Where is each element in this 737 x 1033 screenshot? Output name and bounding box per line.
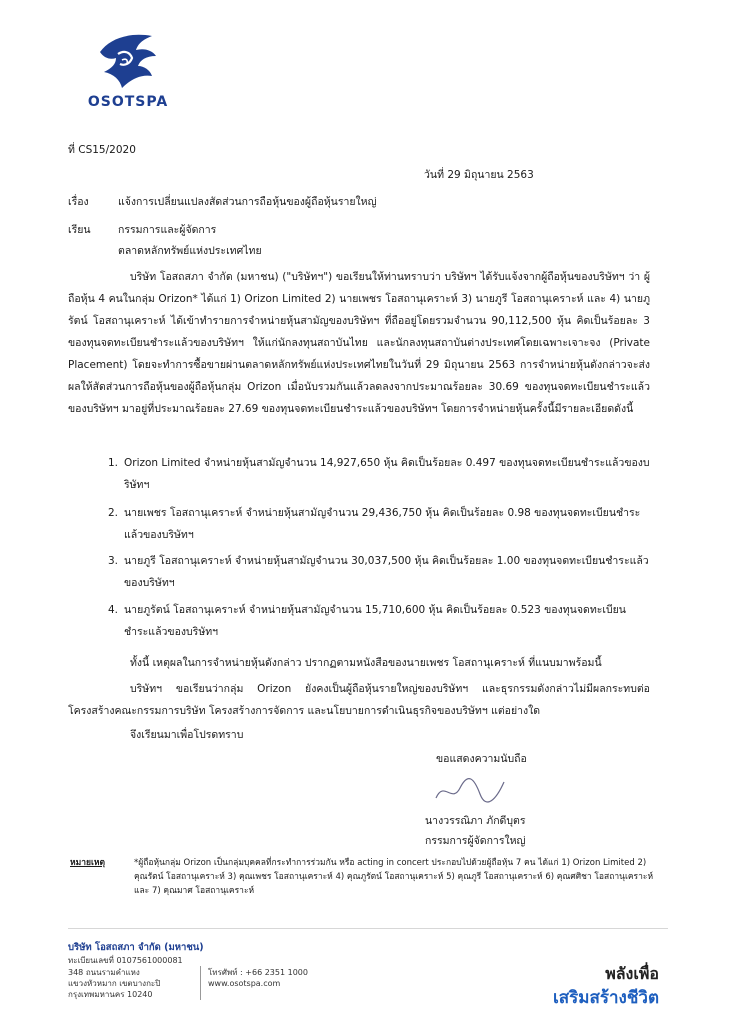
slogan-line-1: พลังเพื่อ (605, 964, 659, 983)
closing-line: จึงเรียนมาเพื่อโปรดทราบ (130, 729, 244, 741)
list-item-number: 4. (108, 604, 119, 616)
recipient-line-1: กรรมการและผู้จัดการ (118, 224, 217, 236)
footer-column-divider (200, 966, 201, 1000)
list-item-text: นายภูรี โอสถานุเคราะห์ จำหน่ายหุ้นสามัญจำนวน 30,037,500 หุ้น คิดเป็นร้อยละ 1.00 ของทุนจดทะเบียนชำระแล้วของบริษัทฯ (124, 555, 649, 589)
list-item-text: นายเพชร โอสถานุเคราะห์ จำหน่ายหุ้นสามัญจำนวน 29,436,750 หุ้น คิดเป็นร้อยละ 0.98 ของทุนจดทะเบียนชำระแล้วของบริษัทฯ (124, 507, 641, 541)
list-item-number: 3. (108, 555, 119, 567)
list-item-number: 2. (108, 507, 119, 519)
footer-website[interactable]: www.osotspa.com (208, 979, 281, 988)
subject-text: แจ้งการเปลี่ยนแปลงสัดส่วนการถือหุ้นของผู้ถือหุ้นรายใหญ่ (118, 196, 377, 208)
signer-title: กรรมการผู้จัดการใหญ่ (425, 835, 526, 847)
reason-paragraph: ทั้งนี้ เหตุผลในการจำหน่ายหุ้นดังกล่าว ปรากฏตามหนังสือของนายเพชร โอสถานุเคราะห์ ที่แนบมาพร้อมนี้ (130, 657, 602, 669)
recipient-label: เรียน (68, 224, 91, 236)
intro-paragraph: บริษัท โอสถสภา จำกัด (มหาชน) ("บริษัทฯ") ขอเรียนให้ท่านทราบว่า บริษัทฯ ได้รับแจ้งจากผู้ถือหุ้นของบริษัทฯ ว่า ผู้ถือหุ้น 4 คนในกลุ่ม Orizon* ได้แก่ 1) Orizon Limited 2) นายเพชร โอสถานุเคราะห์ 3) นายภูรี โอสถานุเคราะห์ และ 4) นายภูรัตน์ โอสถานุเคราะห์ ได้เข้าทำรายการจำหน่ายหุ้นสามัญของบริษัทฯ ที่ถืออยู่โดยรวมจำนวน 90,112,500 หุ้น คิดเป็นร้อยละ 3 ของทุนจดทะเบียนชำระแล้วของบริษัทฯ ให้แก่นักลงทุนสถาบันไทย และนักลงทุนสถาบันต่างประเทศโดยเฉพาะเจาะจง (Private Placement) โดยจะทำการซื้อขายผ่านตลาดหลักทรัพย์แห่งประเทศไทยในวันที่ 29 มิถุนายน 2563 การจำหน่ายหุ้นดังกล่าวจะส่งผลให้สัดส่วนการถือหุ้นของผู้ถือหุ้นกลุ่ม Orizon เมื่อนับรวมกันแล้วลดลงจากประมาณร้อยละ 30.69 ของทุนจดทะเบียนชำระแล้วของบริษัทฯ มาอยู่ที่ประมาณร้อยละ 27.69 ของทุนจดทะเบียนชำระแล้วของบริษัทฯ โดยการจำหน่ายหุ้นครั้งนี้มีรายละเอียดดังนี้ (68, 271, 650, 415)
list-item (108, 452, 650, 496)
signer-name: นางวรรณิภา ภักดีบุตร (425, 815, 526, 827)
winged-lion-emblem-icon (96, 30, 160, 92)
regards-line: ขอแสดงความนับถือ (436, 753, 527, 765)
footer-address-line-1: 348 ถนนรามคำแหง (68, 968, 140, 977)
list-item (108, 550, 650, 594)
footer-registration: ทะเบียนเลขที่ 0107561000081 (68, 956, 183, 965)
list-item-text: นายภูรัตน์ โอสถานุเคราะห์ จำหน่ายหุ้นสามัญจำนวน 15,710,600 หุ้น คิดเป็นร้อยละ 0.523 ของทุนจดทะเบียนชำระแล้วของบริษัทฯ (124, 604, 626, 638)
footer-address-line-3: กรุงเทพมหานคร 10240 (68, 990, 153, 999)
signature (430, 770, 510, 810)
list-item (108, 599, 650, 643)
statement-paragraph: บริษัทฯ ขอเรียนว่ากลุ่ม Orizon ยังคงเป็นผู้ถือหุ้นรายใหญ่ของบริษัทฯ และธุรกรรมดังกล่าวไม่มีผลกระทบต่อโครงสร้างคณะกรรมการบริษัท โครงสร้างการจัดการ และนโยบายการดำเนินธุรกิจของบริษัทฯ แต่อย่างใด (68, 683, 650, 717)
footer-company-name: บริษัท โอสถสภา จำกัด (มหาชน) (68, 942, 204, 953)
list-item-text: Orizon Limited จำหน่ายหุ้นสามัญจำนวน 14,927,650 หุ้น คิดเป็นร้อยละ 0.497 ของทุนจดทะเบียนชำระแล้วของบริษัทฯ (124, 457, 650, 491)
logo-wordmark: OSOTSPA (87, 94, 169, 110)
footer-divider (68, 928, 668, 929)
list-item-number: 1. (108, 457, 119, 469)
recipient-line-2: ตลาดหลักทรัพย์แห่งประเทศไทย (118, 245, 262, 257)
document-date: วันที่ 29 มิถุนายน 2563 (424, 169, 534, 181)
list-item (108, 502, 650, 546)
footer-phone: โทรศัพท์ : +66 2351 1000 (208, 968, 308, 977)
footnote-label: หมายเหตุ (70, 858, 105, 868)
company-logo (78, 30, 178, 110)
document-reference: ที่ CS15/2020 (68, 144, 136, 156)
subject-label: เรื่อง (68, 196, 89, 208)
footnote (70, 856, 660, 898)
slogan-line-2: เสริมสร้างชีวิต (552, 988, 659, 1008)
footer-address-line-2: แขวงหัวหมาก เขตบางกะปิ (68, 979, 161, 988)
footnote-text: *ผู้ถือหุ้นกลุ่ม Orizon เป็นกลุ่มบุคคลที่กระทำการร่วมกัน หรือ acting in concert ประกอบไปด้วยผู้ถือหุ้น 7 คน ได้แก่ 1) Orizon Limited 2) คุณรัตน์ โอสถานุเคราะห์ 3) คุณเพชร โอสถานุเคราะห์ 4) คุณภูรัตน์ โอสถานุเคราะห์ 5) คุณภูรี โอสถานุเคราะห์ 6) คุณศศิชา โอสถานุเคราะห์ และ 7) คุณมาศ โอสถานุเคราะห์ (134, 858, 654, 896)
